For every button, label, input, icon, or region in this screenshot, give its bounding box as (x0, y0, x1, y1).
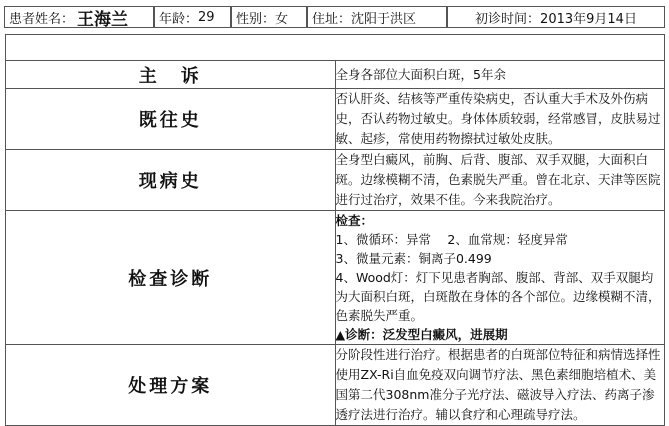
diagnosis-line: ▲诊断：泛发型白癜风，进展期 (335, 327, 508, 342)
patient-info-bar (0, 0, 669, 34)
exam-diagnosis-content (335, 211, 665, 345)
medical-record-table (5, 34, 665, 426)
exam-diagnosis-row (6, 211, 665, 345)
address-value: 沈阳于洪区 (351, 11, 417, 27)
past-history-text: 否认肝炎、结核等严重传染病史，否认重大手术及外伤病史，否认药物过敏史。身体体质较弱，经常感冒，皮肤易过敏、起疹，常使用药物擦拭过敏处皮肤。 (335, 89, 665, 150)
sex-label: 性别： (236, 11, 276, 27)
visit-date-cell (447, 6, 665, 28)
past-history-label: 既往史 (6, 89, 336, 150)
visit-date-label: 初诊时间： (475, 11, 541, 27)
exam-heading: 检查： (335, 213, 374, 228)
sex-cell (231, 6, 307, 28)
patient-name-cell (4, 6, 154, 28)
treatment-label: 处理方案 (6, 345, 336, 426)
sex-value: 女 (275, 11, 289, 27)
present-history-text: 全身型白癜风，前胸、后背、腹部、双手双腿，大面积白斑。边缘模糊不清，色素脱失严重。曾在北京、天津等医院进行过治疗，效果不佳。今来我院治疗。 (335, 150, 665, 211)
age-cell (154, 6, 231, 28)
chief-complaint-row (6, 61, 665, 89)
visit-date-value: 2013年9月14日 (540, 11, 637, 27)
past-history-row (6, 89, 665, 150)
patient-name-value: 王海兰 (77, 9, 129, 30)
present-history-row (6, 150, 665, 211)
address-label: 住址： (312, 11, 352, 27)
age-label: 年龄： (159, 11, 199, 27)
exam-line-2: 3、微量元素：铜离子0.499 (335, 251, 492, 266)
chief-complaint-text: 全身各部位大面积白斑，5年余 (335, 61, 665, 89)
blank-row (6, 35, 665, 61)
exam-diagnosis-label: 检查诊断 (6, 211, 336, 345)
patient-name-label: 患者姓名： (9, 11, 75, 27)
present-history-label: 现病史 (6, 150, 336, 211)
spacer-row (6, 35, 665, 61)
exam-line-3: 4、Wood灯：灯下见患者胸部、腹部、背部、双手双腿均为大面积白斑，白斑散在身体的各个部位。边缘模糊不清，色素脱失严重。 (335, 270, 661, 323)
treatment-row (6, 345, 665, 426)
chief-complaint-label: 主 诉 (6, 61, 336, 89)
age-value: 29 (198, 9, 215, 25)
exam-line-1: 1、微循环：异常 2、血常规：轻度异常 (335, 232, 568, 247)
address-cell (307, 6, 447, 28)
treatment-text: 分阶段性进行治疗。根据患者的白斑部位特征和病情选择性使用ZX-Ri自血免疫双向调节疗法、黑色素细胞培植术、美国第二代308nm准分子光疗法、磁波导入疗法、药离子渗透疗法进行治疗。辅以食疗和心理疏导疗法。 (335, 345, 665, 426)
